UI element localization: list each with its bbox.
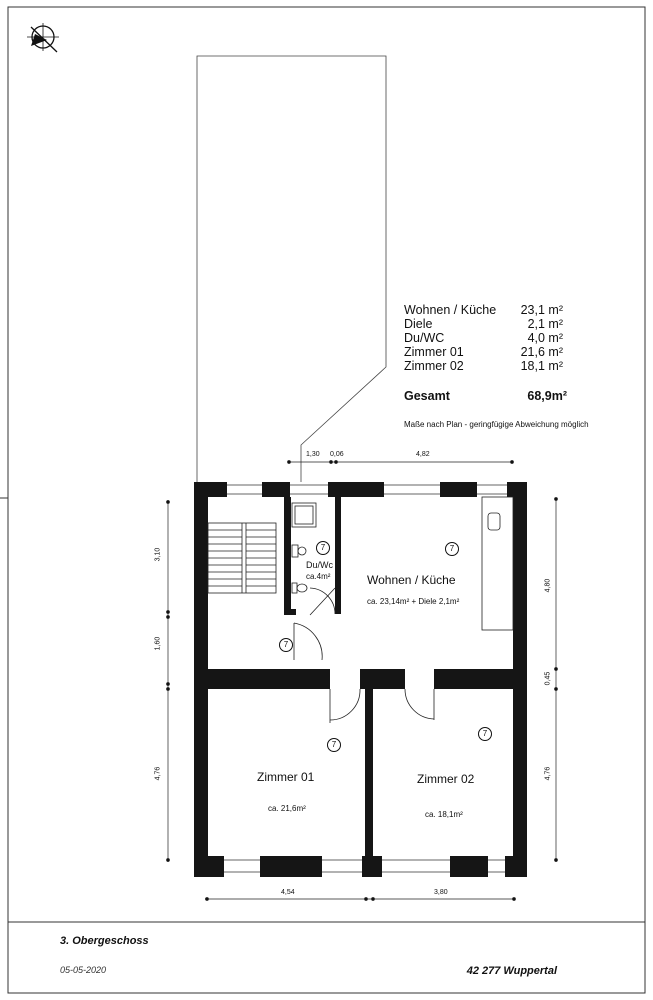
- dim-left-2: 4,76: [154, 766, 162, 781]
- dim-left-1: 1,60: [154, 636, 162, 651]
- area-name-1: Diele: [404, 317, 433, 331]
- marker-tag: 7: [279, 638, 293, 652]
- room-name-wohnen: Wohnen / Küche: [367, 573, 456, 587]
- page-frame: [8, 7, 645, 993]
- sink: [292, 545, 306, 557]
- area-value-2: 4,0 m²: [527, 331, 563, 345]
- marker-tag: 7: [445, 542, 459, 556]
- marker-tag: 7: [327, 738, 341, 752]
- dim-bottom-1: 3,80: [434, 889, 448, 896]
- staircase: [208, 523, 276, 593]
- dim-right-2: 4,76: [544, 766, 552, 781]
- room-area-zimmer1: ca. 21,6m²: [268, 804, 306, 813]
- floor-label: 3. Obergeschoss: [60, 935, 149, 947]
- shower: [292, 503, 316, 527]
- room-name-zimmer1: Zimmer 01: [257, 770, 315, 784]
- marker-tag: 7: [478, 727, 492, 741]
- compass-north-icon: [27, 23, 59, 52]
- dim-top-1: 0,06: [330, 451, 344, 458]
- area-name-4: Zimmer 02: [404, 359, 464, 373]
- area-name-2: Du/WC: [404, 331, 445, 345]
- area-value-1: 2,1 m²: [527, 317, 563, 331]
- room-area-zimmer2: ca. 18,1m²: [425, 810, 463, 819]
- toilet: [292, 583, 307, 593]
- room-name-zimmer2: Zimmer 02: [417, 772, 475, 786]
- area-name-3: Zimmer 01: [404, 345, 464, 359]
- marker-tag: 7: [316, 541, 330, 555]
- dim-top-2: 4,82: [416, 451, 430, 458]
- dim-right-0: 4,80: [544, 578, 552, 593]
- dim-left-0: 3,10: [154, 547, 162, 562]
- total-value: 68,9m²: [527, 389, 567, 403]
- room-area-wohnen: ca. 23,14m² + Diele 2,1m²: [367, 597, 460, 606]
- disclaimer-note: Maße nach Plan - geringfügige Abweichung möglich: [404, 420, 589, 429]
- kitchen-counter: [482, 497, 513, 630]
- plan-date: 05-05-2020: [60, 965, 107, 975]
- area-value-0: 23,1 m²: [520, 303, 563, 317]
- area-name-0: Wohnen / Küche: [404, 303, 497, 317]
- area-value-3: 21,6 m²: [520, 345, 563, 359]
- doors: [294, 588, 434, 723]
- room-name-duwc: Du/Wc: [306, 560, 333, 570]
- total-label: Gesamt: [404, 389, 450, 403]
- location-label: 42 277 Wuppertal: [466, 965, 557, 977]
- room-area-duwc: ca.4m²: [306, 572, 331, 581]
- dim-bottom-0: 4,54: [281, 889, 295, 896]
- dim-right-1: 0,45: [544, 671, 552, 686]
- area-value-4: 18,1 m²: [520, 359, 563, 373]
- roof-outline: [197, 56, 386, 482]
- walls: [194, 482, 527, 877]
- dim-top-0: 1,30: [306, 451, 320, 458]
